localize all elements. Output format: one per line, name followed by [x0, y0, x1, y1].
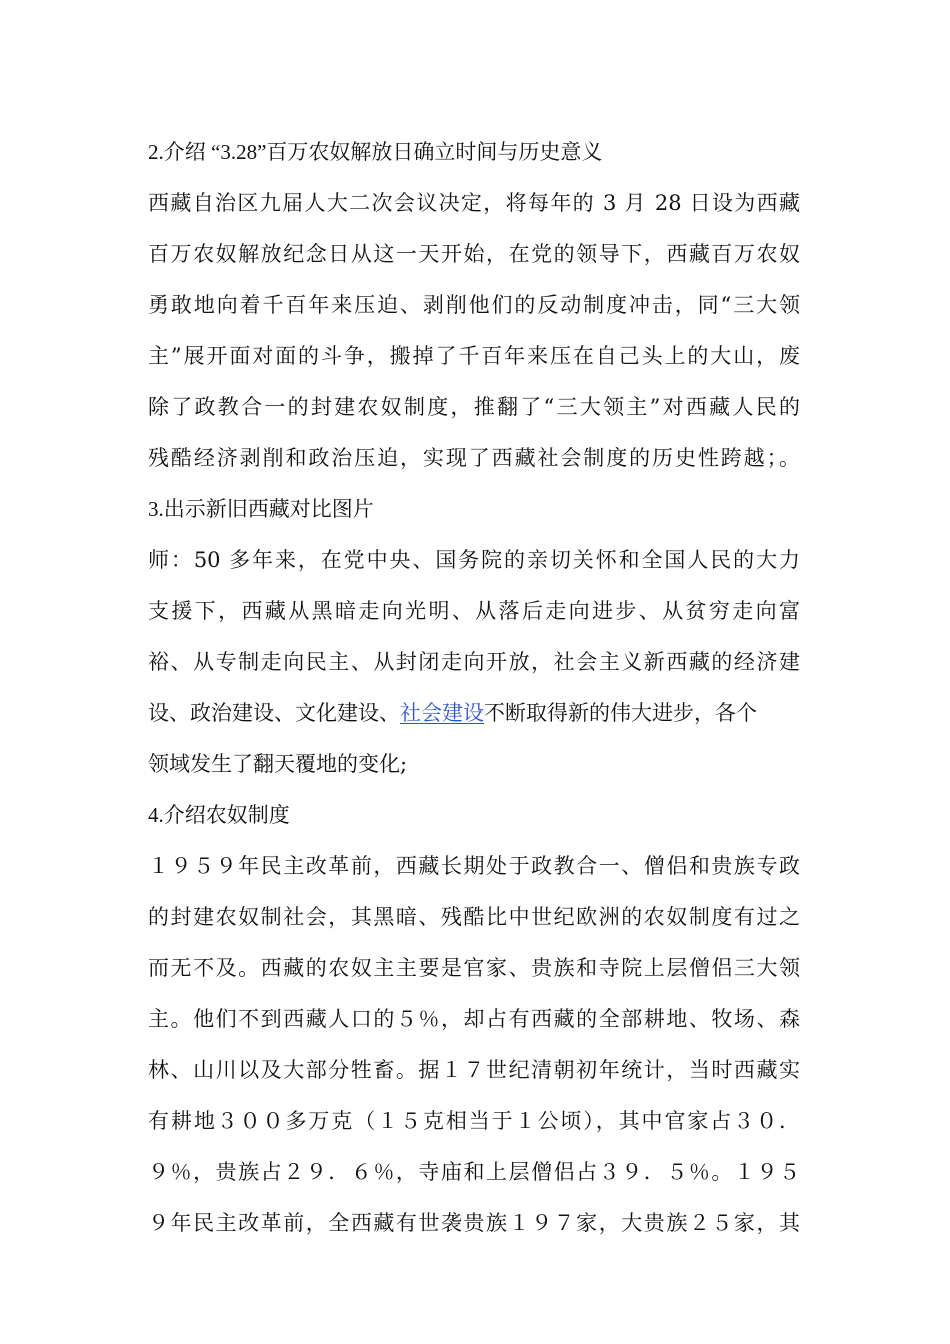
paragraph-line: 林、山川以及大部分牲畜。据１７世纪清朝初年统计，当时西藏实: [148, 1058, 800, 1082]
paragraph-line: 裕、从专制走向民主、从封闭走向开放，社会主义新西藏的经济建: [148, 650, 800, 674]
paragraph-line: 西藏自治区九届人大二次会议决定，将每年的 3 月 28 日设为西藏: [148, 191, 800, 215]
section-heading-2: 2.介绍 “3.28”百万农奴解放日确立时间与历史意义: [148, 140, 603, 164]
paragraph-line: 有耕地３００多万克（１５克相当于１公顷），其中官家占３０．: [148, 1109, 800, 1133]
paragraph-line: 勇敢地向着千百年来压迫、剥削他们的反动制度冲击，同“三大领: [148, 293, 800, 317]
link-line-prefix: 设、政治建设、文化建设、: [148, 701, 400, 725]
paragraph-line: 师：50 多年来，在党中央、国务院的亲切关怀和全国人民的大力: [148, 548, 800, 572]
paragraph-line: ９％，贵族占２９．６％，寺庙和上层僧侣占３９．５％。１９５: [148, 1160, 800, 1184]
paragraph-line: 的封建农奴制社会，其黑暗、残酷比中世纪欧洲的农奴制度有过之: [148, 905, 800, 929]
link-line-suffix: 不断取得新的伟大进步，各个: [484, 701, 757, 725]
paragraph-line: 领域发生了翻天覆地的变化;: [148, 752, 408, 776]
paragraph-line: 主”展开面对面的斗争，搬掉了千百年来压在自己头上的大山，废: [148, 344, 800, 368]
section-heading-3: 3.出示新旧西藏对比图片: [148, 497, 374, 521]
paragraph-line-with-link: [148, 693, 808, 744]
paragraph-line: 支援下，西藏从黑暗走向光明、从落后走向进步、从贫穷走向富: [148, 599, 800, 623]
document-body: [148, 132, 808, 1254]
social-construction-link[interactable]: 社会建设: [400, 701, 484, 725]
paragraph-line: 主。他们不到西藏人口的５％，却占有西藏的全部耕地、牧场、森: [148, 1007, 800, 1031]
paragraph-line: ９年民主改革前，全西藏有世袭贵族１９７家，大贵族２５家，其: [148, 1211, 800, 1235]
paragraph-line: １９５９年民主改革前，西藏长期处于政教合一、僧侣和贵族专政: [148, 854, 800, 878]
section-heading-4: 4.介绍农奴制度: [148, 803, 290, 827]
paragraph-line: 而无不及。西藏的农奴主主要是官家、贵族和寺院上层僧侣三大领: [148, 956, 800, 980]
paragraph-line: 百万农奴解放纪念日从这一天开始，在党的领导下，西藏百万农奴: [148, 242, 800, 266]
paragraph-line: 残酷经济剥削和政治压迫，实现了西藏社会制度的历史性跨越；。: [148, 446, 800, 470]
paragraph-line: 除了政教合一的封建农奴制度，推翻了“三大领主”对西藏人民的: [148, 395, 800, 419]
